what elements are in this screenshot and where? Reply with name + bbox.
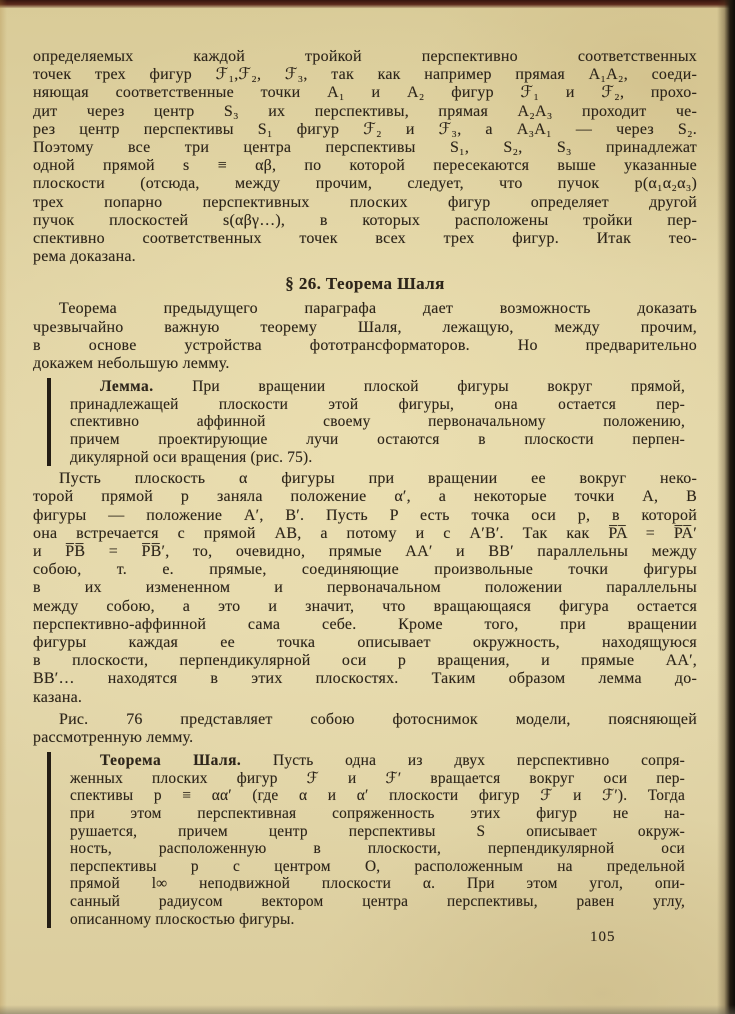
text-line: определяемых каждой тройкой перспективно соответственных [33,48,697,65]
text-line: причем проектирующие лучи остаются в плоскости перпен- [70,431,685,449]
text-line: Лемма. При вращении плоской фигуры вокруг прямой, [100,378,685,396]
text-line: трех попарно перспективных плоских фигур определяет другой [33,193,697,211]
text-line: одной прямой s ≡ αβ, по которой пересекаются выше указанные [33,157,697,175]
paragraph [33,711,697,747]
text-line: описанному плоскостью фигуры. [70,910,295,928]
text-line: точек трех фигур ℱ₁,ℱ₂, ℱ₃, так как например прямая A₁A₂, соеди- [33,66,697,84]
text-line: BB′… находятся в этих плоскостях. Таким образом лемма до- [33,670,697,688]
text-line: рез центр перспективы S₁ фигур ℱ₂ и ℱ₃, а A₃A₁ — через S₂. [33,120,697,138]
text-line: Теорема предыдущего параграфа дает возможность доказать [59,300,697,318]
text-line: Пусть плоскость α фигуры при вращении ее вокруг неко- [59,470,697,488]
text-line: прямой l∞ неподвижной плоскости α. При этом угол, опи- [70,875,685,893]
paragraph [33,470,697,707]
page-right-edge [717,0,735,1014]
text-line: собою, т. е. прямые, соединяющие произвольные точки фигуры [33,561,697,579]
page-left-edge [0,0,7,1014]
text-line: чрезвычайно важную теорему Шаля, лежащую, между прочим, [33,318,697,336]
page-bottom-edge [0,1005,735,1014]
paragraph [33,300,697,373]
text-line: дикулярной оси вращения (рис. 75). [70,448,313,466]
lemma-block [47,378,685,466]
text-line: спективно аффинной своему первоначальному положению, [70,413,685,431]
text-line: в их измененном и первоначальном положении параллельны [33,579,697,597]
text-line: рема доказана. [33,248,136,266]
text-line: рассмотренную лемму. [33,729,194,747]
text-line: няющая соответственные точки A₁ и A₂ фигур ℱ₁ и ℱ₂, прохо- [33,84,697,102]
text-line: между собою, а это и значит, что вращающаяся фигура остается [33,597,697,615]
lead-label: Теорема Шаля. [100,752,242,770]
section-heading: § 26. Теорема Шаля [285,274,445,294]
text-line: плоскости (отсюда, между прочим, следует, что пучок p(α₁α₂α₃) [33,175,697,193]
text-line: рушается, причем центр перспективы S описывает окруж- [70,822,685,840]
text-line: спективно соответственных точек всех трех фигур. Итак тео- [33,230,697,248]
text-line: фигуры — положение A′, B′. Пусть P есть точка оси p, в которой [33,506,697,524]
text-line: при этом перспективная сопряженность этих фигур не на- [70,805,685,823]
text-line: торой прямой p заняла положение α′, а некоторые точки A, B [33,488,697,506]
text-line: пучок плоскостей s(αβγ…), в которых расположены тройки пер- [33,211,697,229]
text-line: докажем небольшую лемму. [33,355,230,373]
paragraph [33,48,697,266]
text-line: казана. [33,688,83,706]
text-line: санный радиусом вектором центра перспективы, равен углу, [70,893,685,911]
text-column [33,44,697,931]
page-top-edge [0,0,735,8]
text-line: спективы p ≡ αα′ (где α и α′ плоскости фигур ℱ и ℱ′). Тогда [70,787,685,805]
text-line: перспективно-аффинной сама себе. Кроме того, при вращении [33,615,697,633]
text-line: перспективы p с центром O, расположенным на предельной [70,857,685,875]
text-line: фигуры каждая ее точка описывает окружность, находящуюся [33,634,697,652]
text-line: она встречается с прямой AB, а потому и с A′B′. Так как P̅A̅ = P̅A̅′ [33,524,697,542]
text-line: в основе устройства фототрансформаторов. Но предварительно [33,336,697,354]
text-line: ность, расположенную в плоскости, перпендикулярной оси [70,840,685,858]
lead-label: Лемма. [100,378,154,396]
page-number: 105 [590,929,616,945]
text-line: Поэтому все три центра перспективы S₁, S₂, S₃ принадлежат [33,139,697,157]
theorem-block [47,752,685,928]
text-line: женных плоских фигур ℱ и ℱ′ вращается вокруг оси пер- [70,769,685,787]
text-line: в плоскости, перпендикулярной оси p вращения, и прямые AA′, [33,652,697,670]
text-line: дит через центр S₃ их перспективы, прямая A₂A₃ проходит че- [33,102,697,120]
text-line: и P̅B̅ = P̅B̅′, то, очевидно, прямые AA′ и BB′ параллельны между [33,543,697,561]
text-line: Теорема Шаля. Пусть одна из двух перспективно сопря- [100,752,685,770]
text-line: Рис. 76 представляет собою фотоснимок модели, поясняющей [59,710,697,728]
text-line: принадлежащей плоскости этой фигуры, она остается пер- [70,395,685,413]
